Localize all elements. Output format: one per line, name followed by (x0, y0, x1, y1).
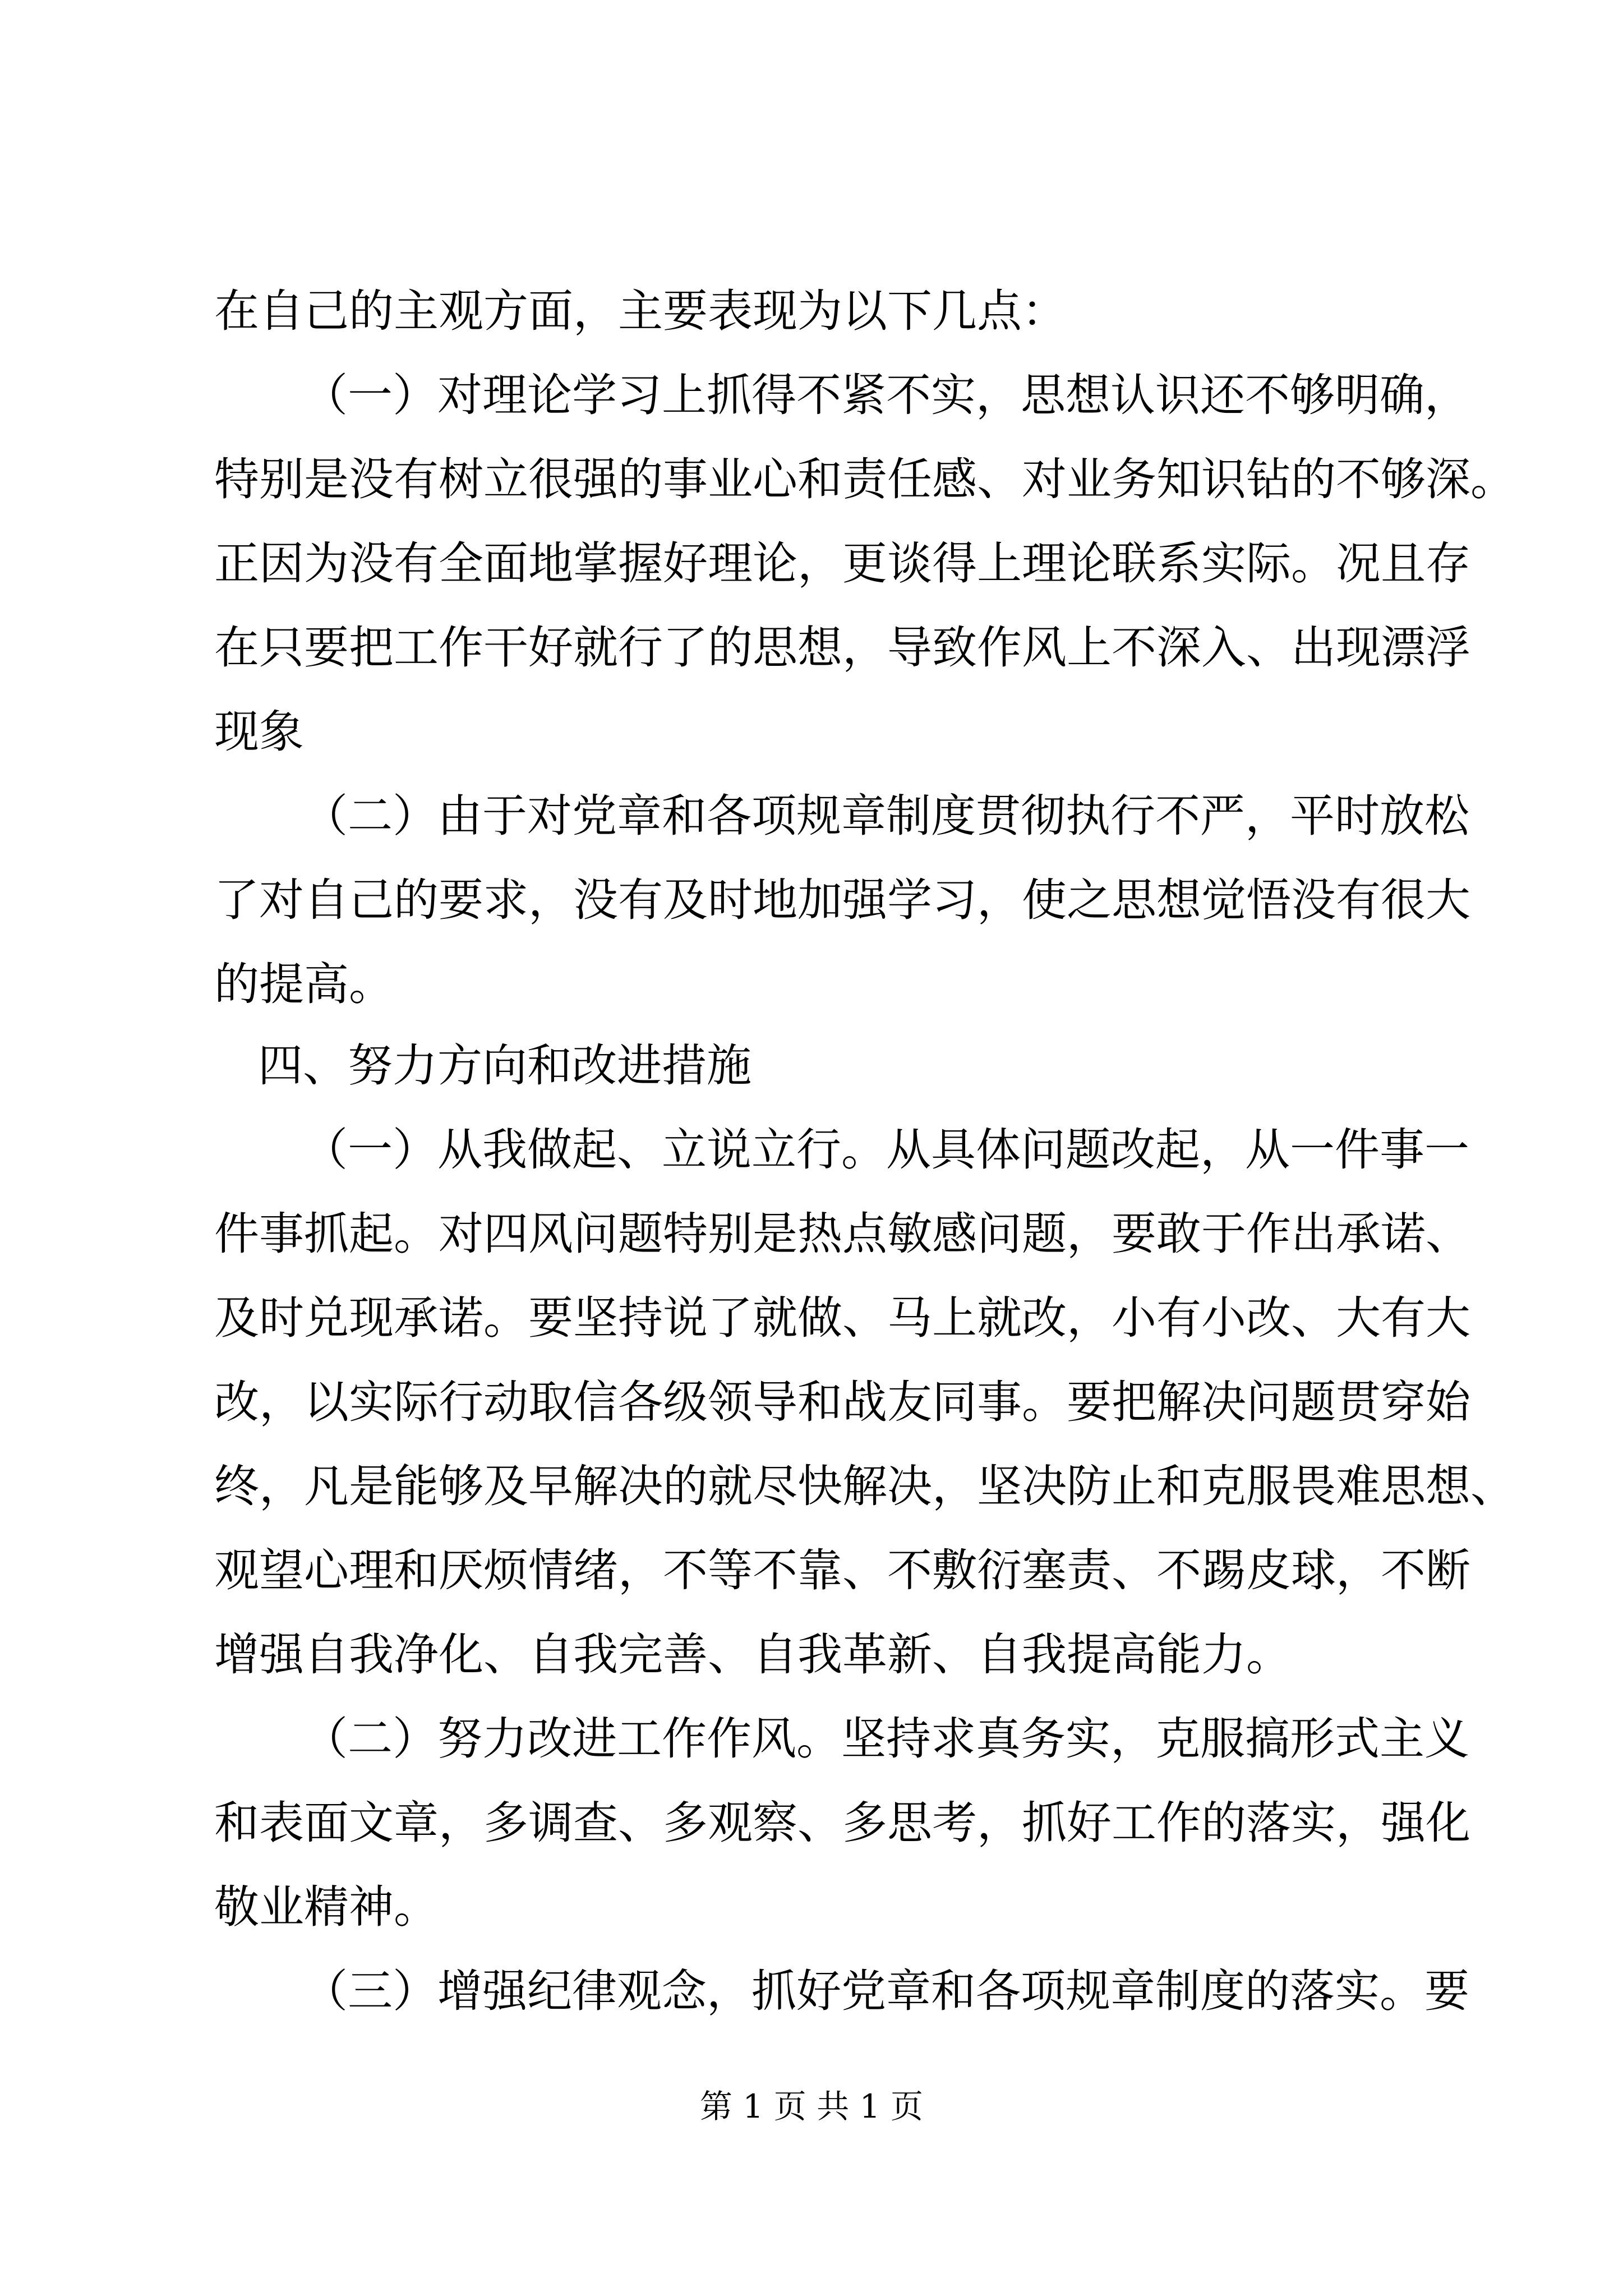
body-text-line: 件事抓起。对四风问题特别是热点敏感问题，要敢于作出承诺、 (214, 1208, 1470, 1260)
paragraph-heading-line: （一）从我做起、立说立行。从具体问题改起，从一件事一 (303, 1124, 1469, 1176)
body-text-line: 现象 (214, 706, 304, 758)
body-text-line: 在自己的主观方面，主要表现为以下几点： (214, 285, 1067, 337)
body-text-line: 了对自己的要求，没有及时地加强学习，使之思想觉悟没有很大 (214, 874, 1470, 926)
body-text-line: 增强自我净化、自我完善、自我革新、自我提高能力。 (214, 1628, 1291, 1681)
body-text-line: 改，以实际行动取信各级领导和战友同事。要把解决问题贯穿始 (214, 1376, 1470, 1428)
paragraph-heading-line: （二）由于对党章和各项规章制度贯彻执行不严，平时放松 (303, 790, 1469, 842)
body-text-line: 正因为没有全面地掌握好理论，更谈得上理论联系实际。况且存 (214, 537, 1470, 590)
paragraph-heading-line: （一）对理论学习上抓得不紧不实，思想认识还不够明确， (303, 369, 1469, 421)
body-text-line: 特别是没有树立很强的事业心和责任感、对业务知识钻的不够深。 (214, 453, 1515, 505)
body-text-line: 和表面文章，多调查、多观察、多思考，抓好工作的落实，强化 (214, 1797, 1470, 1849)
body-text-line: 观望心理和厌烦情绪，不等不靠、不敷衍塞责、不踢皮球，不断 (214, 1544, 1470, 1596)
body-text-line: 及时兑现承诺。要坚持说了就做、马上就改，小有小改、大有大 (214, 1292, 1470, 1344)
section-heading: 四、努力方向和改进措施 (258, 1039, 751, 1092)
body-text-line: 敬业精神。 (214, 1881, 439, 1933)
paragraph-heading-line: （二）努力改进工作作风。坚持求真务实，克服搞形式主义 (303, 1713, 1469, 1765)
paragraph-heading-line: （三）增强纪律观念，抓好党章和各项规章制度的落实。要 (303, 1965, 1469, 2017)
body-text-line: 在只要把工作干好就行了的思想，导致作风上不深入、出现漂浮 (214, 622, 1470, 674)
body-text-line: 的提高。 (214, 958, 394, 1010)
page-footer: 第 1 页 共 1 页 (700, 2087, 923, 2125)
body-text-line: 终，凡是能够及早解决的就尽快解决，坚决防止和克服畏难思想、 (214, 1460, 1515, 1512)
